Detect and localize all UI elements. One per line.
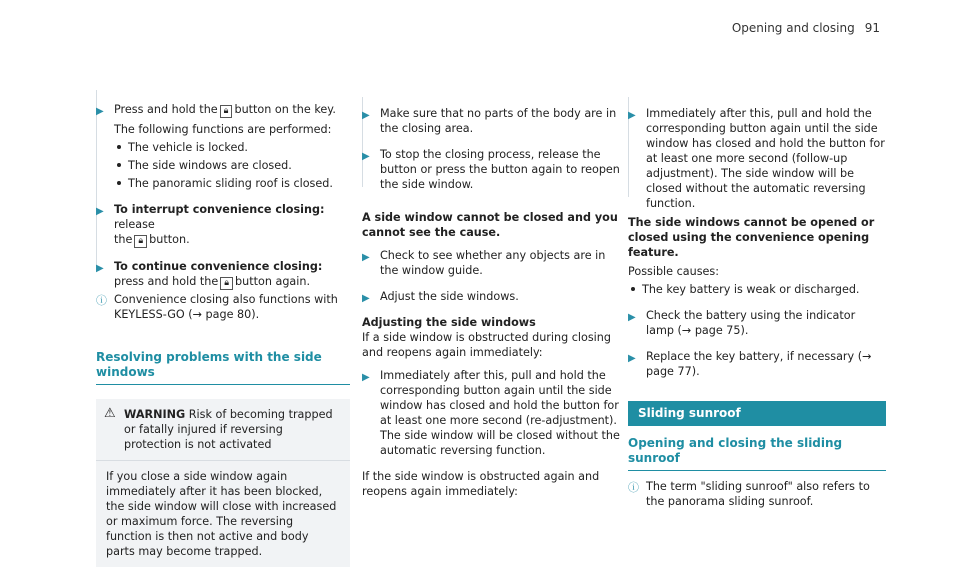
arrow-right-icon: ▶ (362, 252, 370, 263)
step-stop: ▶ To stop the closing process, release the button or press the button again to reopen the side window. (362, 148, 620, 191)
lock-key-icon: 🔒︎ (134, 235, 147, 248)
arrow-right-icon: ▶ (362, 151, 370, 162)
lock-key-icon: 🔒︎ (220, 105, 233, 118)
step-continue: ▶ To continue convenience closing: press and hold the 🔒︎ button again. (96, 260, 323, 288)
arrow-right-icon: ▶ (628, 353, 636, 364)
arrow-right-icon: ▶ (96, 206, 104, 217)
arrow-right-icon: ▶ (96, 263, 104, 274)
list-item: The vehicle is locked. (114, 140, 350, 155)
column-3 (628, 106, 886, 509)
arrow-right-icon: ▶ (362, 110, 370, 121)
functions-intro: The following functions are performed: (114, 123, 332, 136)
step-adjust: ▶ Adjust the side windows. (362, 290, 519, 304)
note: ⓘ The term "sliding sunroof" also refers to the panorama sliding sunroof. (628, 480, 870, 508)
causes-label: Possible causes: (628, 265, 720, 278)
paragraph: If a side window is obstructed during closing and reopens again immediately: (362, 331, 611, 359)
warning-body: If you close a side window again immediately after it has been blocked, the side window will close with increased or maximum force. The reversing function is then not active and body parts may become trapped. (106, 470, 337, 558)
section-title: Resolving problems with the side windows (96, 350, 350, 385)
list-item: The panoramic sliding roof is closed. (114, 176, 350, 191)
column-2 (362, 106, 620, 499)
note: ⓘ Convenience closing also functions with KEYLESS-GO (→ page 80). (96, 293, 338, 321)
step-check: ▶ Check to see whether any objects are in the window guide. (362, 249, 606, 277)
step-immediately-followup: ▶ Immediately after this, pull and hold the corresponding button again until the side window has closed and hold the button for at least one more second (follow-up adjustment). The side window will be closed without the automatic reversing function. (628, 107, 885, 210)
arrow-right-icon: ▶ (362, 372, 370, 383)
step-immediately: ▶ Immediately after this, pull and hold the corresponding button again until the side window has closed and hold the button for at least one more second (re-adjustment). The side window will be closed without the automatic reversing function. (362, 369, 620, 457)
list-item: The key battery is weak or discharged. (628, 282, 886, 297)
step-press-hold: ▶ Press and hold the 🔒︎ button on the key. The following functions are performed: The vehicle is locked. The side windows are closed. The panoramic sliding roof is closed. (96, 102, 350, 191)
arrow-right-icon: ▶ (96, 106, 104, 117)
header-title: Opening and closing (731, 21, 855, 35)
page-number: 91 (864, 21, 880, 35)
section-title: Opening and closing the sliding sunroof (628, 436, 886, 471)
subheading: Adjusting the side windows (362, 316, 536, 329)
subheading: A side window cannot be closed and you cannot see the cause. (362, 211, 618, 239)
info-icon: ⓘ (628, 481, 639, 494)
arrow-right-icon: ▶ (628, 312, 636, 323)
info-icon: ⓘ (96, 294, 107, 307)
warning-triangle-icon: ⚠ (104, 406, 116, 421)
step-check-battery: ▶ Check the battery using the indicator lamp (→ page 75). (628, 309, 856, 337)
step-make-sure: ▶ Make sure that no parts of the body are in the closing area. (362, 107, 617, 135)
list-item: The side windows are closed. (114, 158, 350, 173)
section-banner: Sliding sunroof (628, 401, 886, 426)
warning-box: ⚠ WARNING Risk of becoming trapped or fatally injured if reversing protection is not activated If you close a side window again immediately after it has been blocked, the side window will close with increased or maximum force. The reversing function is then not active and body parts may become trapped. (96, 399, 350, 567)
arrow-right-icon: ▶ (362, 293, 370, 304)
step-interrupt: ▶ To interrupt convenience closing: release the 🔒︎ button. (96, 203, 325, 246)
page-header (732, 21, 880, 36)
subheading: The side windows cannot be opened or closed using the convenience opening feature. (628, 216, 875, 259)
paragraph: If the side window is obstructed again and reopens again immediately: (362, 470, 600, 498)
lock-key-icon: 🔒︎ (220, 277, 233, 290)
step-replace: ▶ Replace the key battery, if necessary (→ page 77). (628, 350, 872, 378)
column-1 (96, 102, 350, 567)
arrow-right-icon: ▶ (628, 110, 636, 121)
